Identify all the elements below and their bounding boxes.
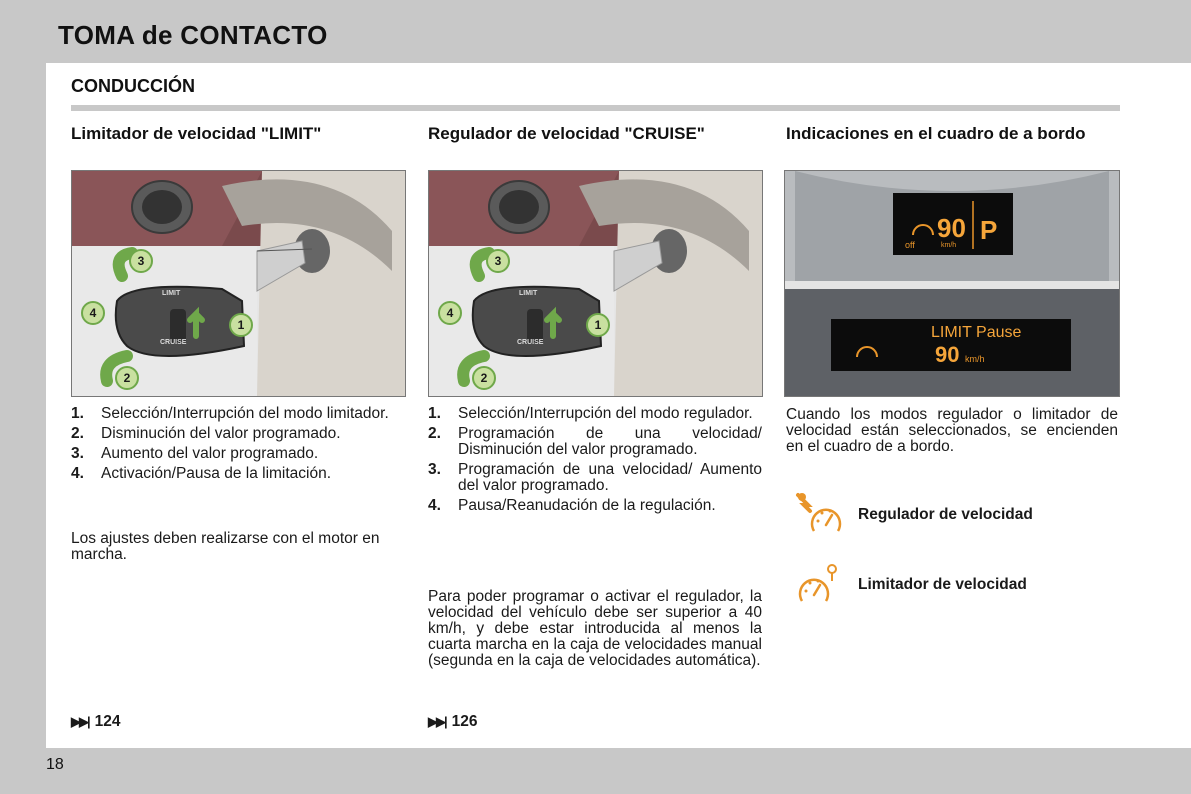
- bottom-display-speed: 90: [935, 342, 960, 367]
- limiter-ref-number: 124: [94, 713, 121, 730]
- limiter-stalk-figure: [71, 170, 406, 397]
- cruise-page-ref[interactable]: [428, 713, 478, 731]
- limiter-switch-label-limit: LIMIT: [162, 290, 181, 297]
- top-display-speed: 90: [937, 213, 966, 243]
- step-number: 2.: [428, 425, 441, 442]
- cruise-control-icon: [794, 491, 846, 539]
- list-item: [71, 446, 406, 462]
- speed-limiter-icon: [794, 561, 846, 609]
- limiter-callout-2: 2: [115, 366, 139, 390]
- step-text: Activación/Pausa de la limitación.: [101, 465, 332, 482]
- limiter-steps-list: [71, 406, 406, 486]
- step-text: Disminución del valor programado.: [101, 425, 341, 442]
- content-sheet: [46, 63, 1191, 748]
- list-item: [428, 498, 762, 514]
- cruise-callout-2: 2: [472, 366, 496, 390]
- list-item: [71, 426, 406, 442]
- step-text: Aumento del valor programado.: [101, 445, 319, 462]
- list-item: [428, 426, 762, 458]
- cruise-ref-number: 126: [451, 713, 478, 730]
- limiter-callout-1: 1: [229, 313, 253, 337]
- limiter-heading: Limitador de velocidad "LIMIT": [71, 124, 322, 143]
- cruise-heading: Regulador de velocidad "CRUISE": [428, 124, 705, 143]
- list-item: [428, 462, 762, 494]
- cruise-stalk-figure: [428, 170, 763, 397]
- step-number: 3.: [71, 445, 84, 462]
- cruise-column-header: [428, 125, 728, 143]
- step-text: Pausa/Reanudación de la regulación.: [458, 497, 716, 514]
- limiter-callout-3: 3: [129, 249, 153, 273]
- limiter-page-ref[interactable]: [71, 713, 121, 731]
- bottom-display-mode: LIMIT Pause: [931, 324, 1022, 341]
- display-description: Cuando los modos regulador o limitador de velocidad están seleccionados, se encienden en el cuadro de a bordo.: [786, 406, 1118, 455]
- legend-cruise: [794, 491, 1033, 539]
- legend-limiter-label: Limitador de velocidad: [858, 576, 1027, 593]
- list-item: [71, 406, 406, 422]
- limiter-note: Los ajustes deben realizarse con el motor en marcha.: [71, 530, 380, 563]
- step-text: Selección/Interrupción del modo limitador.: [101, 405, 389, 422]
- cruise-note: Para poder programar o activar el regulador, la velocidad del vehículo debe ser superior a 40 km/h, y debe estar introducida al menos la cuarta marcha en la caja de velocidades manual (segunda en la caja de velocidades automática).: [428, 588, 762, 669]
- section-divider: [71, 105, 1120, 111]
- cruise-callout-4: 4: [438, 301, 462, 325]
- page-title: TOMA de CONTACTO: [58, 20, 328, 50]
- step-number: 1.: [428, 405, 441, 422]
- step-number: 3.: [428, 461, 441, 478]
- step-number: 2.: [71, 425, 84, 442]
- limiter-switch-label-cruise: CRUISE: [160, 339, 187, 346]
- step-number: 1.: [71, 405, 84, 422]
- top-display-unit: km/h: [941, 242, 957, 249]
- bottom-display-unit: km/h: [965, 354, 985, 364]
- page-number: 18: [46, 756, 64, 773]
- section-title: CONDUCCIÓN: [71, 76, 195, 96]
- step-text: Selección/Interrupción del modo regulador.: [458, 405, 753, 422]
- step-text: Programación de una velocidad/ Aumento del valor programado.: [458, 461, 762, 494]
- legend-limiter: [794, 561, 1027, 609]
- cruise-switch-label-cruise: CRUISE: [517, 339, 544, 346]
- step-number: 4.: [71, 465, 84, 482]
- cruise-switch-label-limit: LIMIT: [519, 290, 538, 297]
- fast-forward-icon: ▶▶|: [428, 714, 446, 729]
- display-heading: Indicaciones en el cuadro de a bordo: [786, 124, 1086, 143]
- limiter-column-header: [71, 125, 396, 143]
- step-text: Programación de una velocidad/ Disminución del valor programado.: [458, 425, 762, 458]
- cruise-callout-3: 3: [486, 249, 510, 273]
- top-display-status: off: [905, 240, 915, 250]
- top-display-gear: P: [980, 215, 998, 245]
- fast-forward-icon: ▶▶|: [71, 714, 89, 729]
- list-item: [71, 466, 406, 482]
- legend-cruise-label: Regulador de velocidad: [858, 506, 1033, 523]
- dashboard-display-figure: [784, 170, 1120, 397]
- limiter-callout-4: 4: [81, 301, 105, 325]
- display-column-header: [786, 125, 1126, 143]
- step-number: 4.: [428, 497, 441, 514]
- cruise-callout-1: 1: [586, 313, 610, 337]
- cruise-steps-list: [428, 406, 762, 518]
- list-item: [428, 406, 762, 422]
